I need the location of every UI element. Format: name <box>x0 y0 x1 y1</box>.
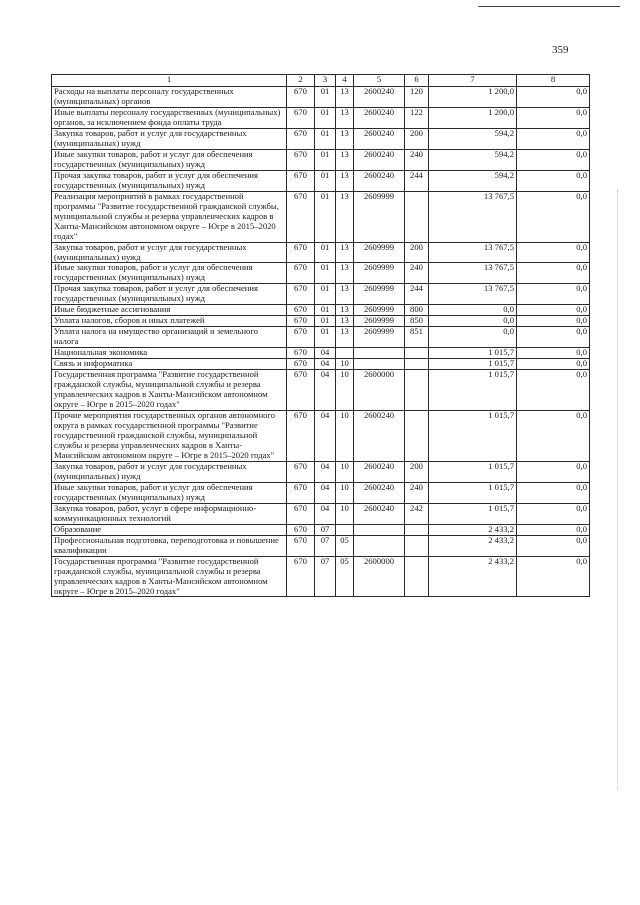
row-amount-2: 0,0 <box>517 327 590 348</box>
row-section: 04 <box>315 370 336 411</box>
row-expense-type: 244 <box>405 284 429 305</box>
top-rule <box>478 6 620 7</box>
row-section: 01 <box>315 149 336 170</box>
row-section: 04 <box>315 359 336 370</box>
row-amount-2: 0,0 <box>517 242 590 263</box>
column-header: 5 <box>354 75 405 87</box>
row-section: 04 <box>315 348 336 359</box>
row-subsection: 13 <box>336 327 354 348</box>
row-expense-type <box>405 370 429 411</box>
table-row <box>52 370 590 411</box>
row-amount-2: 0,0 <box>517 411 590 462</box>
row-expense-type: 120 <box>405 87 429 108</box>
row-name: Прочая закупка товаров, работ и услуг для обеспечения государственных (муниципальных) нужд <box>52 284 287 305</box>
row-target-item: 2609999 <box>354 263 405 284</box>
row-name: Иные бюджетные ассигнования <box>52 305 287 316</box>
row-subsection: 13 <box>336 284 354 305</box>
table-row <box>52 284 590 305</box>
row-amount-2: 0,0 <box>517 263 590 284</box>
row-admin-code: 670 <box>287 370 315 411</box>
row-amount-2: 0,0 <box>517 482 590 503</box>
row-name: Государственная программа "Развитие государственной гражданской службы, муниципальной службы и резерва управленческих кадров в Ханты-Мансийском автономном округе – Югре в 2015–2020 годах" <box>52 370 287 411</box>
row-name: Реализация мероприятий в рамках государственной программы "Развитие государственной гражданской службы, муниципальной службы и резерва управленческих кадров в Ханты-Мансийском автономном округе – Югре в 2015–2020 годах" <box>52 191 287 242</box>
row-target-item <box>354 348 405 359</box>
row-amount-2: 0,0 <box>517 370 590 411</box>
row-section: 01 <box>315 284 336 305</box>
row-subsection: 13 <box>336 149 354 170</box>
row-expense-type <box>405 191 429 242</box>
row-amount: 1 015,7 <box>429 411 517 462</box>
row-target-item: 2600000 <box>354 370 405 411</box>
row-target-item <box>354 359 405 370</box>
row-subsection: 10 <box>336 370 354 411</box>
row-section: 04 <box>315 461 336 482</box>
row-admin-code: 670 <box>287 191 315 242</box>
row-expense-type: 850 <box>405 316 429 327</box>
table-row <box>52 149 590 170</box>
row-name: Иные закупки товаров, работ и услуг для обеспечения государственных (муниципальных) нужд <box>52 482 287 503</box>
row-expense-type <box>405 411 429 462</box>
table-row <box>52 128 590 149</box>
budget-table <box>51 74 590 597</box>
row-subsection <box>336 348 354 359</box>
row-expense-type: 240 <box>405 149 429 170</box>
row-admin-code: 670 <box>287 503 315 524</box>
row-admin-code: 670 <box>287 242 315 263</box>
row-amount: 1 015,7 <box>429 503 517 524</box>
row-name: Расходы на выплаты персоналу государственных (муниципальных) органов <box>52 87 287 108</box>
row-subsection: 10 <box>336 482 354 503</box>
table-row <box>52 170 590 191</box>
row-admin-code: 670 <box>287 263 315 284</box>
row-target-item: 2600000 <box>354 556 405 597</box>
row-section: 01 <box>315 87 336 108</box>
row-amount-2: 0,0 <box>517 461 590 482</box>
row-name: Прочая закупка товаров, работ и услуг для обеспечения государственных (муниципальных) нужд <box>52 170 287 191</box>
row-subsection: 13 <box>336 128 354 149</box>
row-target-item: 2600240 <box>354 482 405 503</box>
table-row <box>52 107 590 128</box>
table-row <box>52 242 590 263</box>
row-section: 07 <box>315 535 336 556</box>
table-row <box>52 556 590 597</box>
table-row <box>52 359 590 370</box>
row-name: Уплата налога на имущество организаций и земельного налога <box>52 327 287 348</box>
row-target-item <box>354 535 405 556</box>
row-amount: 1 015,7 <box>429 461 517 482</box>
row-admin-code: 670 <box>287 524 315 535</box>
row-name: Закупка товаров, работ и услуг для государственных (муниципальных) нужд <box>52 128 287 149</box>
row-target-item: 2609999 <box>354 191 405 242</box>
table-row <box>52 263 590 284</box>
row-admin-code: 670 <box>287 359 315 370</box>
table-row <box>52 87 590 108</box>
row-amount-2: 0,0 <box>517 503 590 524</box>
row-amount: 1 200,0 <box>429 87 517 108</box>
row-amount: 2 433,2 <box>429 556 517 597</box>
row-name: Государственная программа "Развитие государственной гражданской службы, муниципальной службы и резерва управленческих кадров в Ханты-Мансийском автономном округе – Югре в 2015–2020 годах" <box>52 556 287 597</box>
row-admin-code: 670 <box>287 556 315 597</box>
row-amount: 1 015,7 <box>429 348 517 359</box>
row-admin-code: 670 <box>287 149 315 170</box>
row-target-item: 2600240 <box>354 411 405 462</box>
row-expense-type: 200 <box>405 461 429 482</box>
row-amount: 13 767,5 <box>429 191 517 242</box>
row-section: 01 <box>315 327 336 348</box>
row-target-item: 2609999 <box>354 327 405 348</box>
page-number: 359 <box>552 44 569 56</box>
row-target-item: 2609999 <box>354 284 405 305</box>
row-amount-2: 0,0 <box>517 316 590 327</box>
row-amount: 594,2 <box>429 149 517 170</box>
row-amount-2: 0,0 <box>517 284 590 305</box>
row-amount: 0,0 <box>429 327 517 348</box>
row-section: 01 <box>315 305 336 316</box>
row-target-item: 2600240 <box>354 170 405 191</box>
row-subsection: 13 <box>336 305 354 316</box>
row-section: 01 <box>315 263 336 284</box>
row-target-item: 2600240 <box>354 149 405 170</box>
row-admin-code: 670 <box>287 305 315 316</box>
table-row <box>52 535 590 556</box>
row-subsection: 13 <box>336 263 354 284</box>
row-target-item: 2600240 <box>354 107 405 128</box>
row-amount: 13 767,5 <box>429 284 517 305</box>
row-amount-2: 0,0 <box>517 348 590 359</box>
row-expense-type: 240 <box>405 482 429 503</box>
row-expense-type: 244 <box>405 170 429 191</box>
row-expense-type <box>405 524 429 535</box>
row-target-item: 2600240 <box>354 128 405 149</box>
row-expense-type: 242 <box>405 503 429 524</box>
row-section: 01 <box>315 316 336 327</box>
table-row <box>52 411 590 462</box>
row-admin-code: 670 <box>287 170 315 191</box>
row-expense-type: 200 <box>405 128 429 149</box>
row-amount-2: 0,0 <box>517 170 590 191</box>
row-section: 01 <box>315 191 336 242</box>
row-name: Уплата налогов, сборов и иных платежей <box>52 316 287 327</box>
table-row <box>52 482 590 503</box>
row-section: 01 <box>315 242 336 263</box>
row-expense-type <box>405 359 429 370</box>
row-admin-code: 670 <box>287 482 315 503</box>
column-header: 3 <box>315 75 336 87</box>
row-subsection: 13 <box>336 170 354 191</box>
table-header-row <box>52 75 590 87</box>
row-amount-2: 0,0 <box>517 107 590 128</box>
row-amount: 0,0 <box>429 305 517 316</box>
row-amount-2: 0,0 <box>517 191 590 242</box>
row-target-item: 2600240 <box>354 87 405 108</box>
row-admin-code: 670 <box>287 107 315 128</box>
row-subsection: 13 <box>336 191 354 242</box>
row-name: Образование <box>52 524 287 535</box>
row-subsection: 13 <box>336 316 354 327</box>
row-admin-code: 670 <box>287 348 315 359</box>
table-row <box>52 503 590 524</box>
row-target-item: 2609999 <box>354 305 405 316</box>
row-admin-code: 670 <box>287 128 315 149</box>
row-subsection: 13 <box>336 87 354 108</box>
row-admin-code: 670 <box>287 87 315 108</box>
row-amount: 1 015,7 <box>429 482 517 503</box>
row-name: Закупка товаров, работ и услуг для государственных (муниципальных) нужд <box>52 461 287 482</box>
row-section: 07 <box>315 524 336 535</box>
row-amount: 13 767,5 <box>429 242 517 263</box>
row-name: Закупка товаров, работ и услуг для государственных (муниципальных) нужд <box>52 242 287 263</box>
row-amount-2: 0,0 <box>517 359 590 370</box>
row-amount: 2 433,2 <box>429 524 517 535</box>
row-name: Иные выплаты персоналу государственных (муниципальных) органов, за исключением фонда оплаты труда <box>52 107 287 128</box>
row-expense-type: 122 <box>405 107 429 128</box>
row-name: Профессиональная подготовка, переподготовка и повышение квалификации <box>52 535 287 556</box>
column-header: 4 <box>336 75 354 87</box>
column-header: 2 <box>287 75 315 87</box>
row-amount-2: 0,0 <box>517 149 590 170</box>
row-name: Иные закупки товаров, работ и услуг для обеспечения государственных (муниципальных) нужд <box>52 263 287 284</box>
row-subsection <box>336 524 354 535</box>
row-expense-type: 800 <box>405 305 429 316</box>
table-row <box>52 191 590 242</box>
column-header: 8 <box>517 75 590 87</box>
row-target-item: 2609999 <box>354 242 405 263</box>
row-admin-code: 670 <box>287 316 315 327</box>
row-amount-2: 0,0 <box>517 535 590 556</box>
table-row <box>52 348 590 359</box>
row-section: 04 <box>315 482 336 503</box>
row-section: 01 <box>315 107 336 128</box>
row-subsection: 05 <box>336 556 354 597</box>
row-expense-type: 200 <box>405 242 429 263</box>
row-name: Иные закупки товаров, работ и услуг для обеспечения государственных (муниципальных) нужд <box>52 149 287 170</box>
row-expense-type: 851 <box>405 327 429 348</box>
row-name: Связь и информатика <box>52 359 287 370</box>
row-target-item: 2600240 <box>354 503 405 524</box>
table-row <box>52 524 590 535</box>
row-name: Национальная экономика <box>52 348 287 359</box>
row-admin-code: 670 <box>287 284 315 305</box>
row-amount-2: 0,0 <box>517 128 590 149</box>
row-expense-type: 240 <box>405 263 429 284</box>
row-target-item: 2609999 <box>354 316 405 327</box>
row-amount-2: 0,0 <box>517 305 590 316</box>
table-row <box>52 305 590 316</box>
row-subsection: 13 <box>336 242 354 263</box>
row-target-item <box>354 524 405 535</box>
row-admin-code: 670 <box>287 411 315 462</box>
scan-edge-mark <box>617 190 618 790</box>
row-amount: 13 767,5 <box>429 263 517 284</box>
table-row <box>52 327 590 348</box>
row-amount-2: 0,0 <box>517 524 590 535</box>
row-amount: 1 015,7 <box>429 370 517 411</box>
row-amount-2: 0,0 <box>517 556 590 597</box>
row-name: Прочие мероприятия государственных органов автономного округа в рамках государственной программы "Развитие государственной гражданской службы, муниципальной службы и резерва управленческих кадров в Ханты-Мансийском автономном округе – Югре в 2015–2020 годах" <box>52 411 287 462</box>
row-subsection: 10 <box>336 411 354 462</box>
row-amount-2: 0,0 <box>517 87 590 108</box>
row-amount: 594,2 <box>429 170 517 191</box>
row-subsection: 10 <box>336 359 354 370</box>
row-name: Закупка товаров, работ, услуг в сфере информационно-коммуникационных технологий <box>52 503 287 524</box>
row-subsection: 10 <box>336 461 354 482</box>
row-amount: 594,2 <box>429 128 517 149</box>
row-amount: 1 015,7 <box>429 359 517 370</box>
row-section: 07 <box>315 556 336 597</box>
row-expense-type <box>405 535 429 556</box>
column-header: 6 <box>405 75 429 87</box>
row-amount: 0,0 <box>429 316 517 327</box>
table-row <box>52 316 590 327</box>
row-subsection: 13 <box>336 107 354 128</box>
row-section: 04 <box>315 503 336 524</box>
row-expense-type <box>405 556 429 597</box>
row-admin-code: 670 <box>287 535 315 556</box>
row-target-item: 2600240 <box>354 461 405 482</box>
row-admin-code: 670 <box>287 327 315 348</box>
row-subsection: 10 <box>336 503 354 524</box>
row-section: 01 <box>315 170 336 191</box>
row-amount: 1 200,0 <box>429 107 517 128</box>
row-expense-type <box>405 348 429 359</box>
row-subsection: 05 <box>336 535 354 556</box>
row-amount: 2 433,2 <box>429 535 517 556</box>
column-header: 1 <box>52 75 287 87</box>
row-admin-code: 670 <box>287 461 315 482</box>
column-header: 7 <box>429 75 517 87</box>
row-section: 01 <box>315 128 336 149</box>
table-row <box>52 461 590 482</box>
row-section: 04 <box>315 411 336 462</box>
